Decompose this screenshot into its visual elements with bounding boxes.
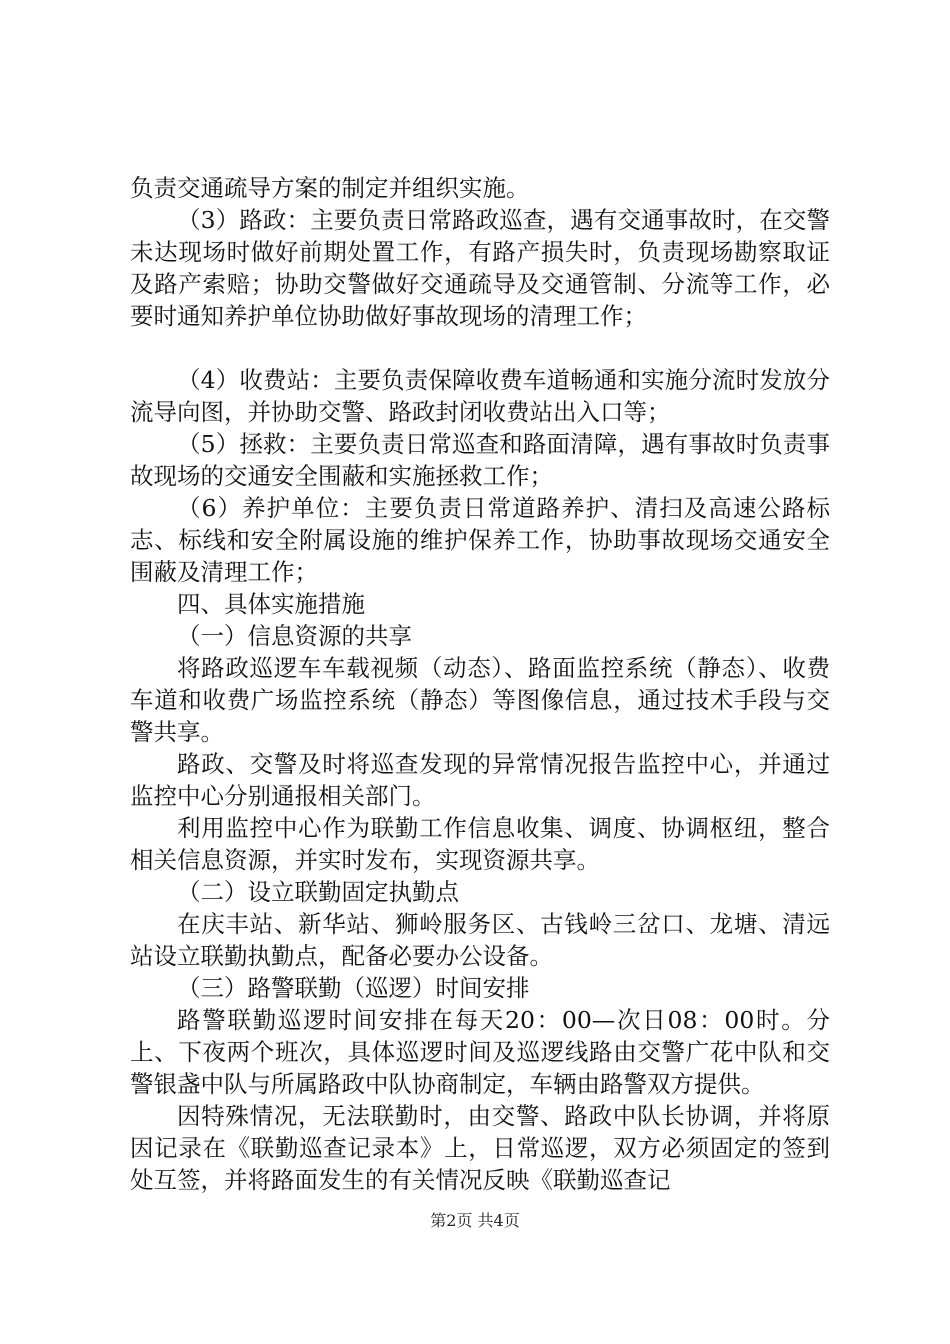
subheading-patrol-schedule: （三）路警联勤（巡逻）时间安排 xyxy=(177,974,530,1002)
subheading-info-sharing: （一）信息资源的共享 xyxy=(177,622,412,650)
paragraph-maintenance: （6）养护单位：主要负责日常道路养护、清扫及高速公路标志、标线和安全附属设施的维护保养工作，协助事故现场交通安全围蔽及清理工作； xyxy=(130,494,830,586)
subheading-duty-points: （二）设立联勤固定执勤点 xyxy=(177,878,459,906)
paragraph-patrol-time: 路警联勤巡逻时间安排在每天20：00—次日08：00时。分上、下夜两个班次，具体巡逻时间及巡逻线路由交警广花中队和交警银盏中队与所属路政中队协商制定，车辆由路警双方提供。 xyxy=(130,1006,830,1098)
paragraph-road-administration: （3）路政：主要负责日常路政巡查，遇有交通事故时，在交警未达现场时做好前期处置工作，有路产损失时，负责现场勘察取证及路产索赔；协助交警做好交通疏导及交通管制、分流等工作，必要时通知养护单位协助做好事故现场的清理工作； xyxy=(130,206,830,330)
paragraph-rescue: （5）拯救：主要负责日常巡查和路面清障，遇有事故时负责事故现场的交通安全围蔽和实施拯救工作； xyxy=(130,430,830,490)
paragraph-continuation: 负责交通疏导方案的制定并组织实施。 xyxy=(130,174,530,202)
paragraph-monitoring-hub: 利用监控中心作为联勤工作信息收集、调度、协调枢纽，整合相关信息资源，并实时发布，实现资源共享。 xyxy=(130,814,830,874)
paragraph-report-monitoring: 路政、交警及时将巡查发现的异常情况报告监控中心，并通过监控中心分别通报相关部门。 xyxy=(130,750,830,810)
page-footer: 第2页 共4页 xyxy=(430,1211,520,1230)
document-body xyxy=(130,172,830,1196)
section-heading-measures: 四、具体实施措施 xyxy=(177,590,365,618)
paragraph-toll-station: （4）收费站：主要负责保障收费车道畅通和实施分流时发放分流导向图，并协助交警、路政封闭收费站出入口等； xyxy=(130,366,830,426)
paragraph-special-cases: 因特殊情况，无法联勤时，由交警、路政中队长协调，并将原因记录在《联勤巡查记录本》上，日常巡逻，双方必须固定的签到处互签，并将路面发生的有关情况反映《联勤巡查记 xyxy=(130,1102,830,1194)
paragraph-video-sharing: 将路政巡逻车车载视频（动态）、路面监控系统（静态）、收费车道和收费广场监控系统（静态）等图像信息，通过技术手段与交警共享。 xyxy=(130,654,830,746)
paragraph-duty-locations: 在庆丰站、新华站、狮岭服务区、古钱岭三岔口、龙塘、清远站设立联勤执勤点，配备必要办公设备。 xyxy=(130,910,830,970)
